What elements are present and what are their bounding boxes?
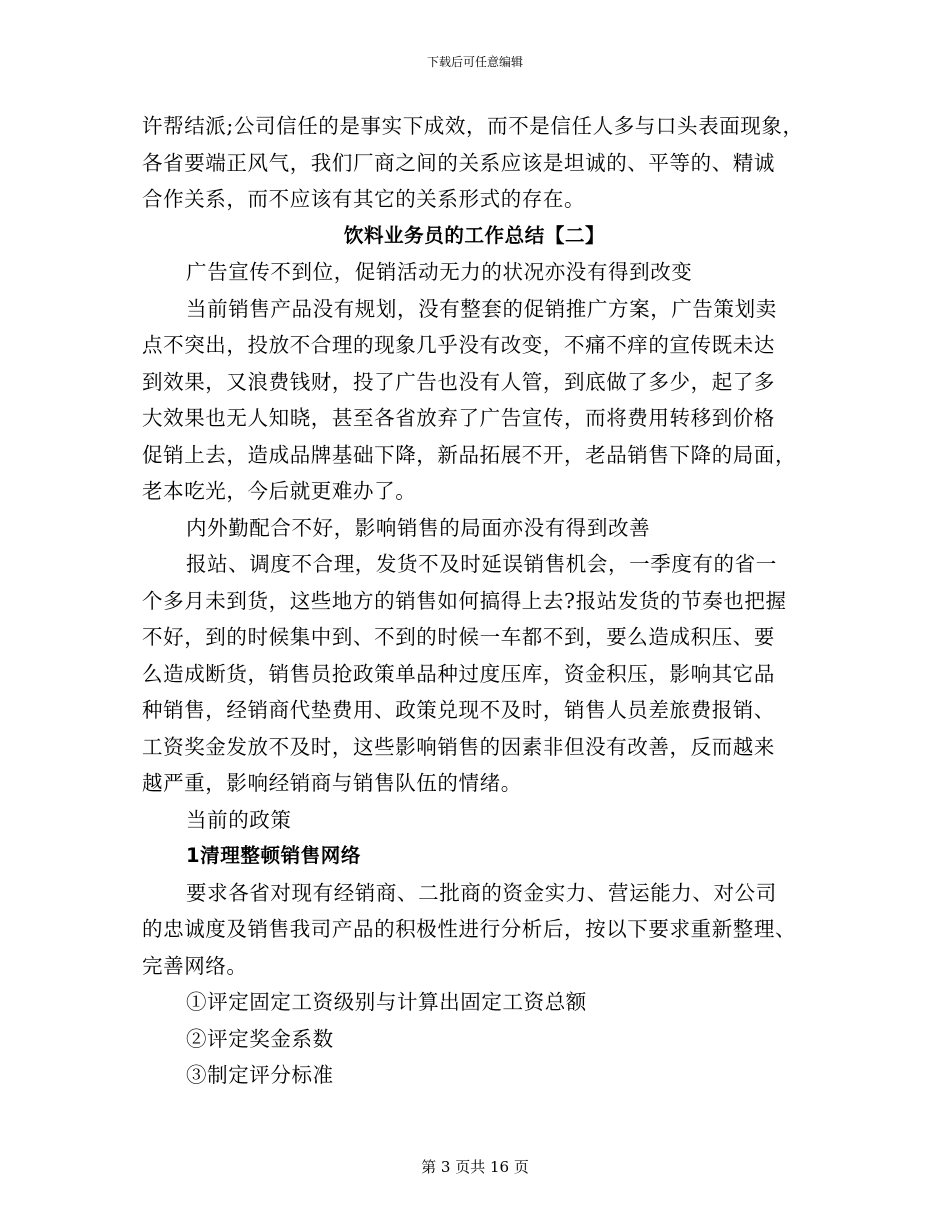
paragraph-line: 种销售，经销商代垫费用、政策兑现不及时，销售人员差旅费报销、 (142, 698, 775, 722)
page-number: 第 3 页共 16 页 (421, 1158, 529, 1176)
paragraph-line: 不好，到的时候集中到、不到的时候一车都不到，要么造成积压、要 (142, 625, 775, 649)
paragraph-line: 要求各省对现有经销商、二批商的资金实力、营运能力、对公司 (186, 880, 777, 905)
paragraph-line: 么造成断货，销售员抢政策单品种过度压库，资金积压，影响其它品 (142, 661, 775, 686)
paragraph-line: 的忠诚度及销售我司产品的积极性进行分析后，按以下要求重新整理、 (142, 917, 797, 941)
paragraph-line: 各省要端正风气，我们厂商之间的关系应该是坦诚的、平等的、精诚 (142, 150, 775, 175)
paragraph-line: 个多月未到货，这些地方的销售如何搞得上去?报站发货的节奏也把握 (142, 588, 787, 613)
list-item: ①评定固定工资级别与计算出固定工资总额 (186, 990, 587, 1014)
paragraph-line: 完善网络。 (142, 953, 248, 978)
paragraph-line: 点不突出，投放不合理的现象几乎没有改变，不痛不痒的宣传既未达 (142, 333, 775, 357)
subheading: 当前的政策 (186, 807, 292, 832)
list-item: ③制定评分标准 (186, 1063, 334, 1087)
paragraph-line: 当前销售产品没有规划，没有整套的促销推广方案，广告策划卖 (186, 296, 777, 321)
paragraph-line: 大效果也无人知晓，甚至各省放弃了广告宣传，而将费用转移到价格 (142, 406, 775, 430)
page-header: 下载后可任意编辑 (426, 55, 523, 69)
document-body (142, 108, 807, 1094)
paragraph-line: 促销上去，造成品牌基础下降，新品拓展不开，老品销售下降的局面， (142, 442, 797, 467)
paragraph-line: 报站、调度不合理，发货不及时延误销售机会，一季度有的省一 (186, 552, 777, 576)
section-title: 饮料业务员的工作总结【二】 (343, 223, 606, 247)
subheading: 广告宣传不到位，促销活动无力的状况亦没有得到改变 (186, 260, 693, 284)
numbered-heading: 1清理整顿销售网络 (186, 844, 361, 867)
list-item: ②评定奖金系数 (186, 1026, 334, 1051)
paragraph-line: 工资奖金发放不及时，这些影响销售的因素非但没有改善，反而越来 (142, 734, 775, 759)
paragraph-line: 到效果，又浪费钱财，投了广告也没有人管，到底做了多少，起了多 (142, 369, 775, 394)
paragraph-line: 越严重，影响经销商与销售队伍的情绪。 (142, 771, 522, 795)
paragraph-line: 许帮结派;公司信任的是事实下成效，而不是信任人多与口头表面现象， (142, 114, 804, 138)
paragraph-line: 老本吃光，今后就更难办了。 (142, 479, 417, 503)
subheading: 内外勤配合不好，影响销售的局面亦没有得到改善 (186, 515, 651, 540)
paragraph-line: 合作关系，而不应该有其它的关系形式的存在。 (142, 187, 586, 211)
